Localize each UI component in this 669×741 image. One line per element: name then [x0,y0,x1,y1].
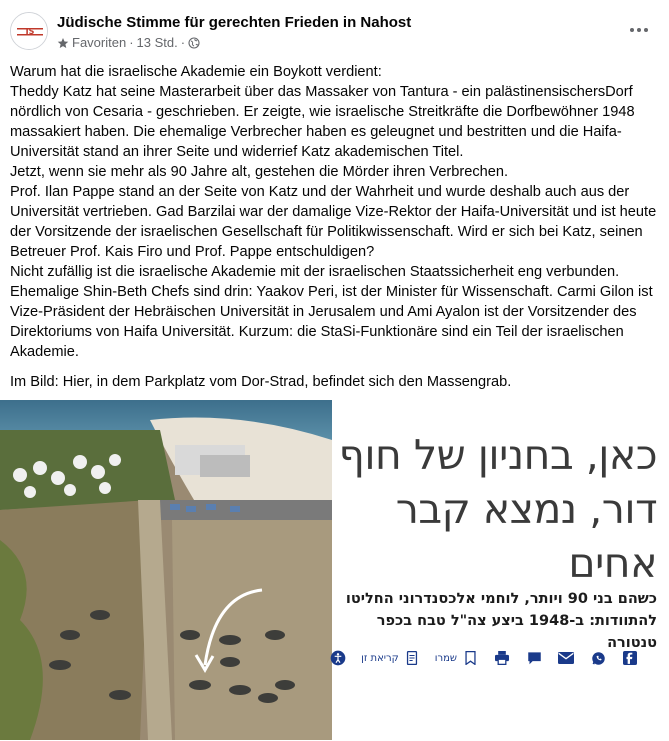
more-options-icon[interactable] [623,18,655,42]
meta-separator-2: · [180,35,186,50]
meta-separator: · [129,35,134,50]
read-later-label: קריאת זן [361,652,399,664]
post-paragraph: Nicht zufällig ist die israelische Akademie mit der israelischen Staatssicherheit eng verbunden. Ehemalige Shin-Beth Chefs sind drin: Yaakov Peri, ist der Minister für Wissenschaft. Carmi Gilon ist Vize-Präsident der Hebräischen Universität in Jerusalem und Ami Ayalon ist der Vorsitzender des Direktoriums von Haifa Universität. Kurzum: die StaSi-Funktionäre sind ein Teil der israelischen Akademie. [10,264,653,360]
page-avatar[interactable] [10,12,48,50]
saved-label: שמרו [434,652,457,664]
post-paragraph: Prof. Ilan Pappe stand an der Seite von Katz und der Wahrheit und wurde deshalb auch aus der Universität vertrieben. Gad Barzilai war der damalige Vize-Rektor der Haifa-Universität und ist heute der Vorsitzende der israelischen Gesellschaft für Politikwissenschaft. Wird er sich bei Katz, seinen Betreuer Prof. Kais Firo und Prof. Pappe entschuldigen? [10,184,657,260]
aerial-photo [0,400,332,740]
accessibility-icon[interactable] [329,649,347,667]
comment-icon[interactable] [525,649,543,667]
printer-icon[interactable] [493,649,511,667]
share-toolbar [329,648,639,668]
facebook-icon[interactable] [621,649,639,667]
post-header [0,0,669,60]
page-name[interactable]: Jüdische Stimme für gerechten Frieden in Nahost [57,14,412,31]
post-paragraph: Jetzt, wenn sie mehr als 90 Jahre alt, gestehen die Mörder ihren Verbrechen. [10,164,509,180]
article-headline: כאן, בחניון של חוף דור, נמצא קבר אחים [338,431,657,587]
saved-button[interactable] [435,649,479,667]
post-meta [57,35,200,50]
star-icon [57,37,69,49]
article-preview [332,400,669,740]
read-later-icon [403,649,421,667]
post-text [10,62,662,392]
globe-icon[interactable] [188,37,200,49]
article-subtitle: כשהם בני 90 ויותר, לוחמי אלכסנדרוני החליטו להתוודות: ב-1948 ביצע צה"ל טבח בכפר טנטורה [345,591,657,651]
bookmark-icon [461,649,479,667]
post-time[interactable]: 13 Std. [136,35,178,50]
favorites-label: Favoriten [72,35,127,50]
post-paragraph: Warum hat die israelische Akademie ein Boykott verdient: [10,64,382,80]
read-later-button[interactable] [361,649,421,667]
post-image[interactable] [0,400,669,740]
post-caption: Im Bild: Hier, in dem Parkplatz vom Dor-Strad, befindet sich den Massengrab. [10,374,512,390]
whatsapp-icon[interactable] [589,649,607,667]
mail-icon[interactable] [557,649,575,667]
svg-text:JS: JS [25,27,35,36]
post-paragraph: Theddy Katz hat seine Masterarbeit über das Massaker von Tantura - ein palästinensischersDorf nördlich von Cesaria - geschrieben. Er zeigte, wie israelische Streitkräfte die Dorfbewöhner 1948 massakiert haben. Die ehemalige Verbrecher haben es geleugnet und bestritten und die Haifa-Universität stand an ihrer Seite und widerrief Katz akademischen Titel. [10,84,635,160]
